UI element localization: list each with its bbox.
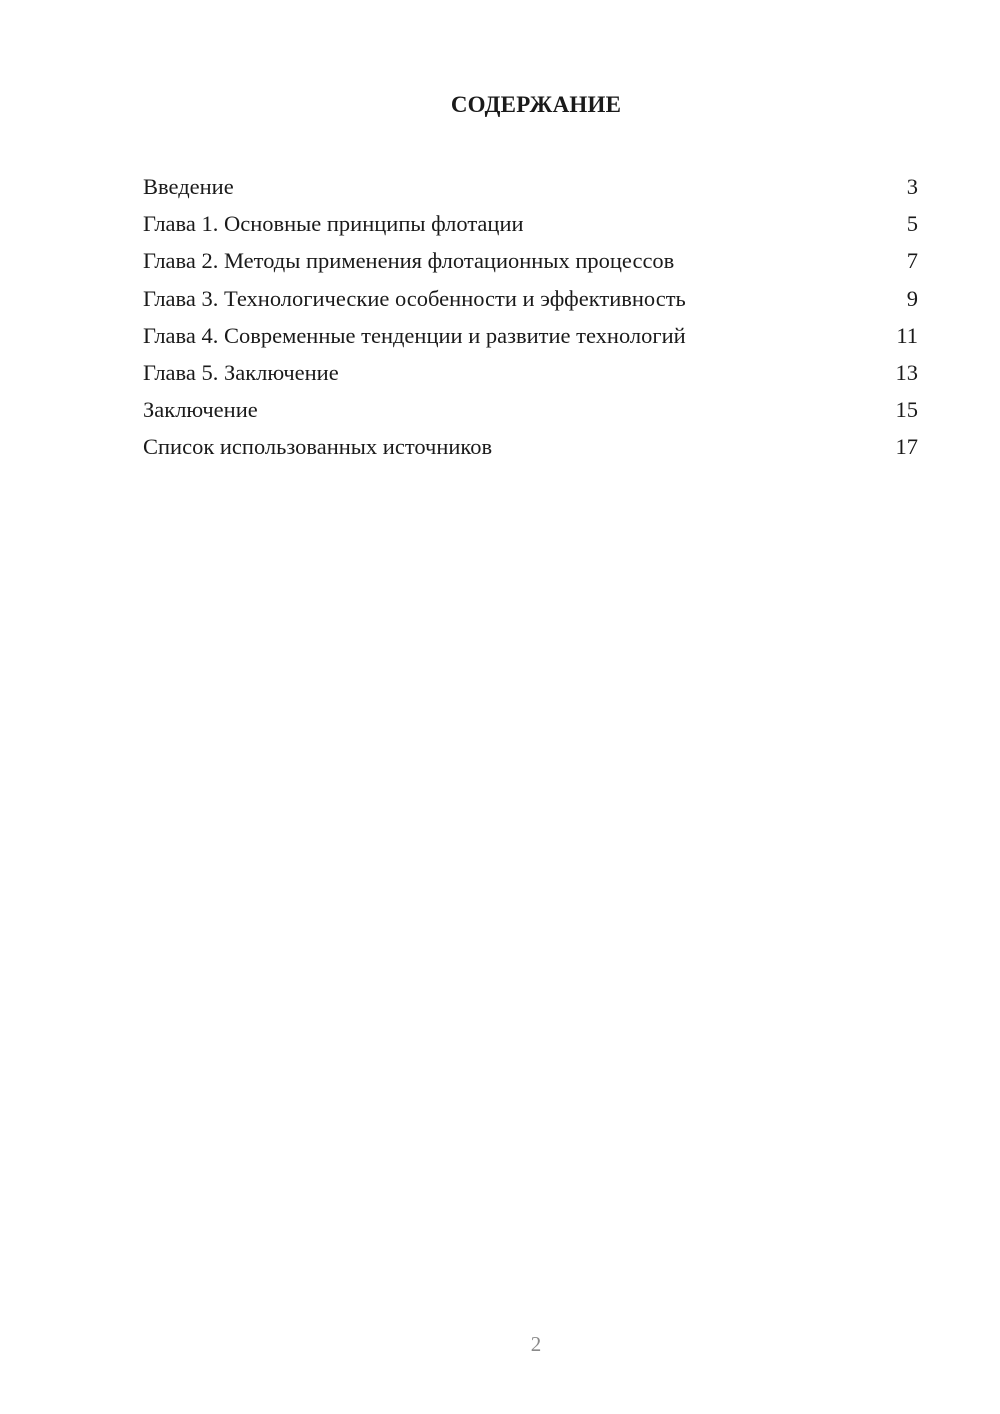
toc-entry-page: 9 bbox=[906, 285, 918, 311]
toc-entry-introduction bbox=[143, 168, 918, 205]
toc-entry-page: 3 bbox=[906, 174, 918, 199]
toc-entry-page: 11 bbox=[896, 322, 918, 348]
toc-entry-title: Глава 1. Основные принципы флотации bbox=[143, 211, 524, 237]
toc-entry-page: 5 bbox=[906, 211, 918, 237]
toc-entry-title: Список использованных источников bbox=[143, 434, 493, 460]
toc-entry-page: 17 bbox=[895, 434, 918, 460]
toc-entry-chapter-3 bbox=[143, 280, 918, 317]
toc-entry-title: Заключение bbox=[143, 397, 258, 423]
toc-entry-title: Глава 4. Современные тенденции и развитие технологий bbox=[143, 322, 686, 348]
table-of-contents bbox=[143, 168, 918, 466]
page-number: 2 bbox=[530, 1332, 542, 1356]
toc-entry-title: Введение bbox=[143, 174, 234, 199]
toc-entry-page: 7 bbox=[906, 248, 918, 274]
toc-entry-title: Глава 2. Методы применения флотационных процессов bbox=[143, 248, 675, 274]
toc-entry-chapter-5 bbox=[143, 354, 918, 391]
toc-entry-page: 13 bbox=[895, 359, 918, 385]
toc-entry-title: Глава 3. Технологические особенности и эффективность bbox=[143, 285, 686, 311]
toc-entry-chapter-4 bbox=[143, 317, 918, 354]
page-title: СОДЕРЖАНИЕ bbox=[450, 92, 622, 117]
toc-entry-title: Глава 5. Заключение bbox=[143, 359, 339, 385]
toc-entry-chapter-1 bbox=[143, 205, 918, 242]
toc-entry-references bbox=[143, 428, 918, 465]
toc-entry-chapter-2 bbox=[143, 242, 918, 279]
toc-entry-conclusion bbox=[143, 391, 918, 428]
toc-entry-page: 15 bbox=[895, 397, 918, 423]
